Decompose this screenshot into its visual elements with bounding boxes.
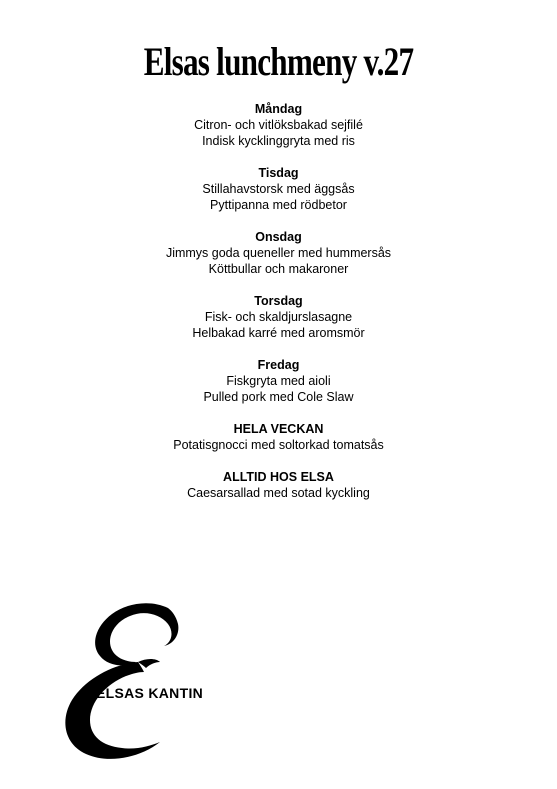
- dish: Stillahavstorsk med äggsås: [202, 182, 355, 196]
- menu-day-all-week: [0, 421, 557, 453]
- day-name: Tisdag: [258, 166, 299, 180]
- menu-day: [0, 229, 557, 277]
- menu-day: [0, 293, 557, 341]
- dish: Fiskgryta med aioli: [226, 374, 331, 388]
- menu-day: [0, 357, 557, 405]
- page-title: Elsas lunchmeny v.27: [143, 39, 414, 84]
- day-name: Torsdag: [254, 294, 303, 308]
- menu-day: [0, 101, 557, 149]
- dish: Pyttipanna med rödbetor: [210, 198, 347, 212]
- dish: Pulled pork med Cole Slaw: [203, 390, 354, 404]
- brand-name: ELSAS KANTIN: [96, 685, 204, 701]
- dish: Jimmys goda queneller med hummersås: [165, 246, 392, 260]
- logo-e-icon: [56, 596, 226, 766]
- menu-day-always: [0, 469, 557, 501]
- day-name: Fredag: [257, 358, 300, 372]
- logo-e-lower-stroke: [65, 662, 160, 759]
- dish: Citron- och vitlöksbakad sejfilé: [194, 118, 363, 132]
- dish: Köttbullar och makaroner: [208, 262, 349, 276]
- menu-list: [0, 101, 557, 517]
- day-name: Onsdag: [255, 230, 302, 244]
- day-name: ALLTID HOS ELSA: [223, 470, 334, 484]
- logo-e-upper-stroke: [95, 603, 178, 665]
- dish: Caesarsallad med sotad kyckling: [187, 486, 370, 500]
- dish: Potatisgnocci med soltorkad tomatsås: [173, 438, 384, 452]
- day-name: HELA VECKAN: [233, 422, 324, 436]
- menu-day: [0, 165, 557, 213]
- logo-e-middle-swash: [138, 659, 160, 668]
- day-name: Måndag: [254, 102, 303, 116]
- dish: Helbakad karré med aromsmör: [192, 326, 365, 340]
- dish: Fisk- och skaldjurslasagne: [204, 310, 353, 324]
- dish: Indisk kycklinggryta med ris: [202, 134, 355, 148]
- logo-e-graphic: [56, 596, 226, 766]
